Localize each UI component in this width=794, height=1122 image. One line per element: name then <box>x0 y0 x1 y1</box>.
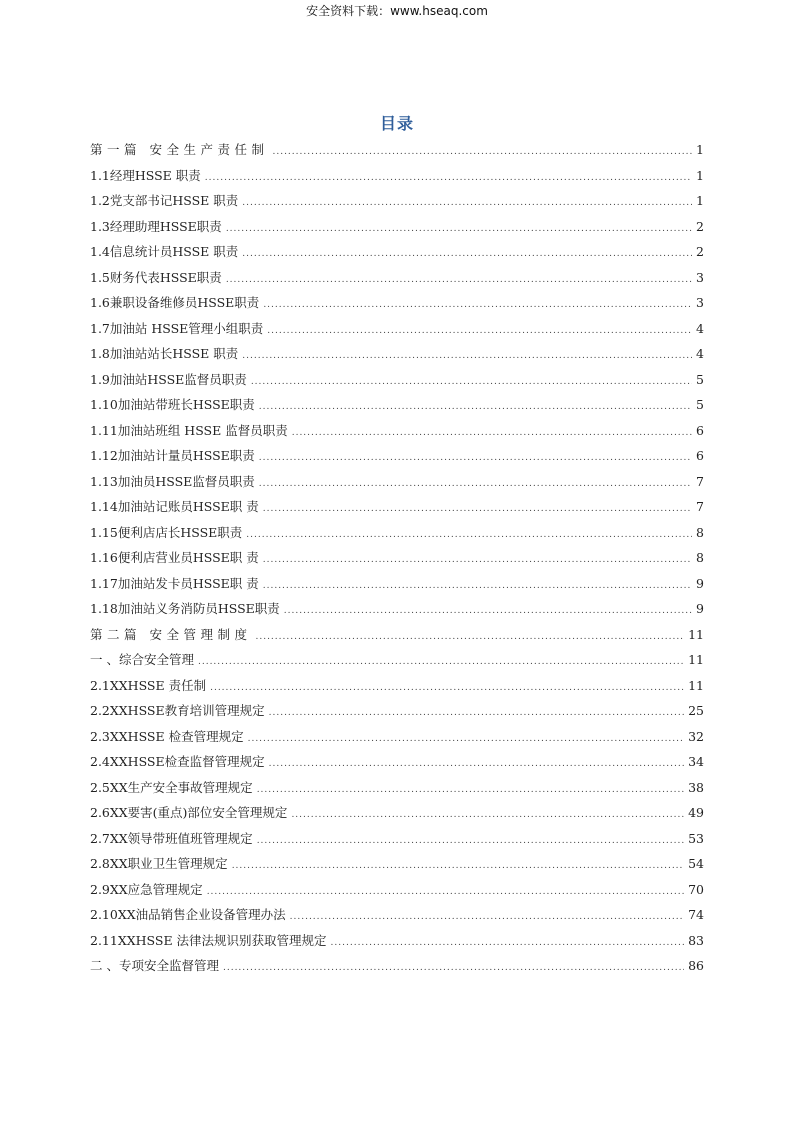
toc-entry-page-number: 1 <box>696 193 704 208</box>
toc-leader-dots <box>263 574 692 600</box>
toc-entry[interactable] <box>90 800 704 826</box>
toc-entry-label: 1.2党支部书记HSSE 职责 <box>90 193 239 208</box>
toc-entry-label: 1.6兼职设备维修员HSSE职责 <box>90 295 260 310</box>
toc-entry-label: 2.1XXHSSE 责任制 <box>90 677 207 693</box>
toc-entry-page-number: 6 <box>696 422 704 438</box>
toc-leader-dots <box>223 956 684 982</box>
toc-leader-dots <box>205 166 692 192</box>
site-download-link[interactable]: 安全资料下载：www.hseaq.com <box>306 4 488 18</box>
toc-leader-dots <box>210 676 684 702</box>
toc-leader-dots <box>291 803 684 829</box>
toc-entry[interactable] <box>90 443 704 469</box>
toc-entry-label: 1.16便利店营业员HSSE职 责 <box>90 550 259 565</box>
toc-entry-label: 2.11XXHSSE 法律法规识别获取管理规定 <box>90 932 327 948</box>
toc-entry[interactable] <box>90 749 704 775</box>
toc-entry-label: 1.11加油站班组 HSSE 监督员职责 <box>90 422 288 438</box>
toc-entry-page-number: 1 <box>696 167 704 183</box>
toc-entry-label: 1.8加油站站长HSSE 职责 <box>90 346 239 361</box>
toc-entry-page-number: 2 <box>696 244 704 259</box>
toc-leader-dots <box>251 370 692 396</box>
toc-entry-label: 1.12加油站计量员HSSE职责 <box>90 448 255 463</box>
toc-leader-dots <box>242 242 692 268</box>
toc-leader-dots <box>257 778 684 804</box>
toc-entry-label: 1.3经理助理HSSE职责 <box>90 218 222 234</box>
toc-leader-dots <box>226 217 692 243</box>
toc-entry-page-number: 8 <box>696 550 704 565</box>
toc-entry-page-number: 2 <box>696 218 704 234</box>
toc-entry-page-number: 11 <box>688 652 704 667</box>
toc-entry-label: 1.7加油站 HSSE管理小组职责 <box>90 320 264 336</box>
toc-entry-label: 1.1经理HSSE 职责 <box>90 167 201 183</box>
toc-leader-dots <box>259 472 692 498</box>
toc-entry-page-number: 4 <box>696 346 704 361</box>
toc-leader-dots <box>284 599 692 625</box>
toc-entry-label: 二 、专项安全监督管理 <box>90 958 219 973</box>
toc-entry-label: 2.5XX生产安全事故管理规定 <box>90 779 253 795</box>
toc-entry-label: 第二篇 安全管理制度 <box>90 626 252 642</box>
toc-leader-dots <box>263 548 692 574</box>
toc-leader-dots <box>292 421 692 447</box>
toc-entry-label: 1.18加油站义务消防员HSSE职责 <box>90 601 280 616</box>
toc-entry[interactable] <box>90 953 704 979</box>
toc-entry[interactable] <box>90 545 704 571</box>
toc-entry-page-number: 9 <box>696 575 704 591</box>
toc-entry-label: 2.3XXHSSE 检查管理规定 <box>90 728 244 744</box>
toc-leader-dots <box>259 446 692 472</box>
toc-entry[interactable] <box>90 647 704 673</box>
toc-entry-label: 2.2XXHSSE教育培训管理规定 <box>90 703 265 718</box>
toc-entry[interactable] <box>90 520 704 546</box>
toc-leader-dots <box>269 752 684 778</box>
toc-entry[interactable] <box>90 316 704 342</box>
toc-leader-dots <box>255 625 684 651</box>
toc-entry[interactable] <box>90 673 704 699</box>
toc-entry[interactable] <box>90 341 704 367</box>
toc-entry-label: 2.4XXHSSE检查监督管理规定 <box>90 754 265 769</box>
toc-leader-dots <box>290 905 684 931</box>
toc-entry-page-number: 7 <box>696 499 704 514</box>
toc-entry[interactable] <box>90 494 704 520</box>
toc-entry-label: 2.7XX领导带班值班管理规定 <box>90 830 253 846</box>
toc-leader-dots <box>242 191 692 217</box>
toc-entry-page-number: 1 <box>696 142 704 157</box>
toc-entry[interactable] <box>90 163 704 189</box>
toc-entry-page-number: 32 <box>688 728 704 744</box>
toc-entry-label: 1.14加油站记账员HSSE职 责 <box>90 499 259 514</box>
toc-entry-page-number: 3 <box>696 269 704 285</box>
toc-entry[interactable] <box>90 265 704 291</box>
toc-title: 目录 <box>379 114 414 133</box>
toc-entry-page-number: 74 <box>688 907 704 922</box>
toc-leader-dots <box>263 497 692 523</box>
toc-entry[interactable] <box>90 596 704 622</box>
toc-entry-page-number: 86 <box>688 958 704 973</box>
toc-leader-dots <box>226 268 692 294</box>
toc-entry-page-number: 11 <box>688 626 704 642</box>
toc-entry-label: 1.5财务代表HSSE职责 <box>90 269 222 285</box>
toc-entry-page-number: 70 <box>688 881 704 897</box>
toc-entry-label: 第一篇 安全生产责任制 <box>90 142 269 157</box>
table-of-contents <box>90 137 704 979</box>
toc-entry-page-number: 54 <box>688 856 704 871</box>
toc-entry[interactable] <box>90 290 704 316</box>
toc-entry[interactable] <box>90 571 704 597</box>
toc-leader-dots <box>248 727 685 753</box>
toc-entry-page-number: 11 <box>688 677 704 693</box>
toc-leader-dots <box>257 829 684 855</box>
toc-leader-dots <box>263 293 692 319</box>
toc-entry-page-number: 4 <box>696 320 704 336</box>
toc-entry[interactable] <box>90 698 704 724</box>
toc-leader-dots <box>259 395 692 421</box>
toc-entry-page-number: 8 <box>696 524 704 540</box>
toc-entry-page-number: 9 <box>696 601 704 616</box>
toc-entry-label: 1.9加油站HSSE监督员职责 <box>90 371 247 387</box>
toc-entry-label: 2.9XX应急管理规定 <box>90 881 203 897</box>
toc-entry[interactable] <box>90 622 704 648</box>
toc-entry[interactable] <box>90 877 704 903</box>
toc-entry-label: 2.8XX职业卫生管理规定 <box>90 856 228 871</box>
toc-leader-dots <box>246 523 692 549</box>
toc-leader-dots <box>267 319 692 345</box>
toc-entry[interactable] <box>90 851 704 877</box>
toc-entry[interactable] <box>90 775 704 801</box>
toc-entry[interactable] <box>90 418 704 444</box>
toc-leader-dots <box>269 701 684 727</box>
toc-entry-page-number: 49 <box>688 805 704 820</box>
toc-entry-label: 2.10XX油品销售企业设备管理办法 <box>90 907 286 922</box>
toc-leader-dots <box>242 344 692 370</box>
toc-entry[interactable] <box>90 392 704 418</box>
toc-entry[interactable] <box>90 826 704 852</box>
toc-entry-page-number: 53 <box>688 830 704 846</box>
toc-entry[interactable] <box>90 724 704 750</box>
toc-leader-dots <box>331 931 685 957</box>
toc-entry[interactable] <box>90 188 704 214</box>
toc-entry-label: 1.4信息统计员HSSE 职责 <box>90 244 239 259</box>
toc-entry-page-number: 5 <box>696 371 704 387</box>
toc-entry-page-number: 5 <box>696 397 704 412</box>
toc-entry-page-number: 25 <box>688 703 704 718</box>
toc-entry-label: 1.15便利店店长HSSE职责 <box>90 524 243 540</box>
toc-entry-page-number: 34 <box>688 754 704 769</box>
toc-leader-dots <box>198 650 684 676</box>
toc-entry-label: 2.6XX要害(重点)部位安全管理规定 <box>90 805 288 820</box>
toc-entry-page-number: 7 <box>696 473 704 489</box>
toc-entry-page-number: 6 <box>696 448 704 463</box>
toc-entry[interactable] <box>90 137 704 163</box>
toc-entry[interactable] <box>90 469 704 495</box>
toc-entry[interactable] <box>90 902 704 928</box>
toc-entry-page-number: 3 <box>696 295 704 310</box>
toc-leader-dots <box>232 854 684 880</box>
toc-entry-page-number: 83 <box>688 932 704 948</box>
toc-entry-label: 1.10加油站带班长HSSE职责 <box>90 397 255 412</box>
toc-entry-page-number: 38 <box>688 779 704 795</box>
toc-entry-label: 1.17加油站发卡员HSSE职 责 <box>90 575 259 591</box>
toc-entry[interactable] <box>90 928 704 954</box>
toc-entry-label: 1.13加油员HSSE监督员职责 <box>90 473 255 489</box>
toc-entry-label: 一 、综合安全管理 <box>90 652 194 667</box>
toc-entry[interactable] <box>90 214 704 240</box>
toc-leader-dots <box>272 140 692 166</box>
toc-entry[interactable] <box>90 239 704 265</box>
toc-entry[interactable] <box>90 367 704 393</box>
